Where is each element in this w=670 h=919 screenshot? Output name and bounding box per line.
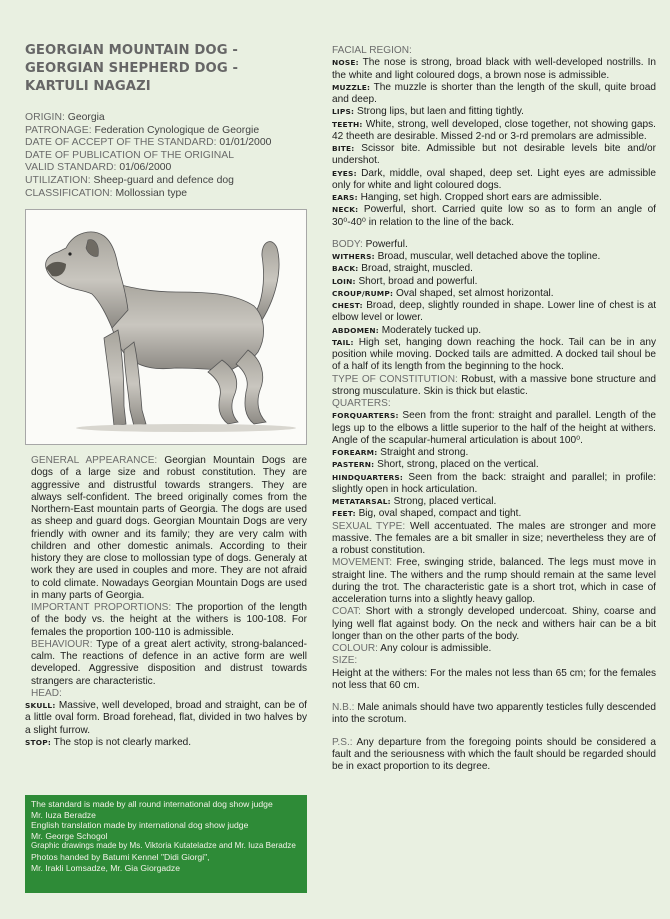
neck: NECK: Powerful, short. Carried quite low so as to form an angle of 30⁰-40⁰ in relation to the line of the back. [332, 204, 656, 228]
title-line-3: KARTULI NAGAZI [25, 79, 151, 94]
nose: NOSE: The nose is strong, broad black with well-developed nostrills. In the white and light coloured dogs, a brown nose is admissible. [332, 57, 656, 81]
dog-illustration [26, 210, 306, 444]
type-of-constitution: TYPE OF CONSTITUTION: Robust, with a massive bone structure and strong musculature. Skin is thick but elastic. [332, 373, 656, 397]
standard-metadata [25, 112, 307, 200]
lips: LIPS: Strong lips, but laen and fitting tightly. [332, 106, 524, 118]
left-column [25, 42, 307, 749]
credit-line: Mr. George Schogol [31, 830, 108, 841]
credits-box [25, 795, 307, 893]
meta-origin: ORIGIN: Georgia [25, 112, 105, 123]
meta-date-accept: DATE OF ACCEPT OF THE STANDARD: 01/01/2000 [25, 137, 272, 149]
facial-region-heading: FACIAL REGION: [332, 45, 412, 56]
right-column [332, 45, 656, 773]
meta-classification: CLASSIFICATION: Mollossian type [25, 187, 188, 199]
movement: MOVEMENT: Free, swinging stride, balanced. The legs must move in straight line. The withers and the rump should remain at the same level during the trot. The characteristic gate is a short trot, which in case of acceleration turns into a slightly heavy gallop. [332, 557, 656, 605]
forearm: FOREARM: Straight and strong. [332, 447, 469, 458]
page-title [25, 42, 307, 96]
note-nb: N.B.: Male animals should have two apparently testicles fully descended into the scrotum. [332, 702, 656, 726]
left-body-text [25, 455, 307, 749]
skull: SKULL: Massive, well developed, broad and straight, can be of a little oval form. Broad forehead, flat, divided in two halves by a slight furrow. [25, 700, 307, 736]
hindquarters: HINDQUARTERS: Seen from the back: straight and parallel; in profile: slightly open in hock articulation. [332, 471, 657, 495]
credit-line: Mr. Irakli Lomsadze, Mr. Gia Giorgadze [31, 862, 181, 873]
important-proportions: IMPORTANT PROPORTIONS: The proportion of the length of the body vs. the height at the withers is 100-108. For females the proportion 100-110 is admissible. [31, 602, 308, 638]
general-appearance: GENERAL APPEARANCE: Georgian Mountain Dogs are dogs of a large size and robust constitution. They are aggressive and distrustful towards strangers. They are always self-confident. The breed originally comes from the Northern-East mountain parts of Georgia. The dogs are used as sheep and guard dogs. Georgian Mountain Dogs are very friendly with owner and its family; they are very calm with children and other domestic animals. According to their history they are close to mollossian type of dogs. Generaly at work they are used in couples and more. They are not afraid to cold climate. Nowadays Georgian Mountain Dogs are used in many parts of Georgia. [31, 455, 307, 601]
feet: FEET: Big, oval shaped, compact and tight. [332, 508, 522, 520]
eyes: EYES: Dark, middle, oval shaped, deep set. Light eyes are admissible only for white and light coloured dogs. [332, 167, 656, 191]
loin: LOIN: Short, broad and powerful. [332, 275, 478, 287]
tail: TAIL: High set, hanging down reaching the hock. Tail can be in any position while moving. Docked tails are admitted. A docked tail shoul be of a half of its length from the beginning to the hock. [332, 336, 656, 373]
credit-line: The standard is made by all round international dog show judge [31, 799, 273, 809]
credit-line: Photos handed by Batumi Kennel "Didi Giorgi", [31, 851, 210, 862]
quarters-heading: QUARTERS: [332, 398, 391, 409]
body: BODY: Powerful. [332, 238, 408, 250]
teeth: TEETH: White, strong, well developed, close together, not showing gaps. 42 theeth are desirable. Missed 2-nd or 3-rd premolars are admissible. [332, 118, 656, 142]
abdomen: ABDOMEN: Moderately tucked up. [332, 324, 482, 336]
dog-illustration-frame [25, 209, 307, 445]
meta-date-publication: DATE OF PUBLICATION OF THE ORIGINAL [25, 149, 234, 161]
croup-rump: CROUP/RUMP: Oval shaped, set almost horizontal. [332, 287, 554, 299]
credit-line: English translation made by international dog show judge [31, 820, 249, 831]
bite: BITE: Scissor bite. Admissible but not desirable levels bite and/or undershot. [332, 143, 656, 167]
meta-utilization: UTILIZATION: Sheep-guard and defence dog [25, 174, 234, 186]
credit-line: Graphic drawings made by Ms. Viktoria Kutateladze and Mr. Iuza Beradze [31, 841, 296, 851]
title-line-1: GEORGIAN MOUNTAIN DOG - [25, 43, 238, 58]
withers: WITHERS: Broad, muscular, well detached above the topline. [332, 251, 601, 262]
note-ps: P.S.: Any departure from the foregoing points should be considered a fault and the seriousness with which the fault should be regarded should be in exact proportion to its degree. [332, 736, 656, 772]
muzzle: MUZZLE: The muzzle is shorter than the length of the skull, quite broad and deep. [332, 81, 656, 105]
pastern: PASTERN: Short, strong, placed on the vertical. [332, 459, 539, 471]
title-line-2: GEORGIAN SHEPHERD DOG - [25, 61, 239, 76]
meta-patronage: PATRONAGE: Federation Cynologique de Georgie [25, 124, 260, 136]
credit-line: Mr. Iuza Beradze [31, 809, 96, 820]
meta-valid-standard: VALID STANDARD: 01/06/2000 [25, 162, 172, 174]
size: Height at the withers: For the males not less than 65 cm; for the females not less that 60 cm. [332, 667, 656, 691]
metatarsal: METATARSAL: Strong, placed vertical. [332, 496, 497, 507]
forquarters: FORQUARTERS: Seen from the front: straight and parallel. Length of the legs up to the elbows a little superior to the half of the height at withers. Angle of the scapular-humeral articulation is about 100⁰. [332, 410, 656, 446]
head-heading: HEAD: [31, 687, 62, 699]
stop: STOP: The stop is not clearly marked. [25, 736, 192, 748]
size-heading: SIZE: [332, 655, 358, 667]
sexual-type: SEXUAL TYPE: Well accentuated. The males are stronger and more massive. The females are a bit smaller in size; nevertheless they are of a robust constitution. [332, 520, 657, 556]
coat: COAT: Short with a strongly developed undercoat. Shiny, coarse and lying well flat against body. On the neck and withers hair can be a bit longer than on the other parts of the body. [332, 606, 656, 642]
ears: EARS: Hanging, set high. Cropped short ears are admissible. [332, 192, 602, 203]
colour: COLOUR: Any colour is admissible. [332, 643, 492, 654]
back: BACK: Broad, straight, muscled. [332, 263, 473, 275]
chest: CHEST: Broad, deep, slightly rounded in shape. Lower line of chest is at elbow level or lower. [332, 300, 657, 324]
behaviour: BEHAVIOUR: Type of a great alert activity, strong-balanced-calm. The reactions of defence in an active form are well developed. Aggressive disposition and distrust towards strangers are characteristic. [31, 638, 307, 687]
